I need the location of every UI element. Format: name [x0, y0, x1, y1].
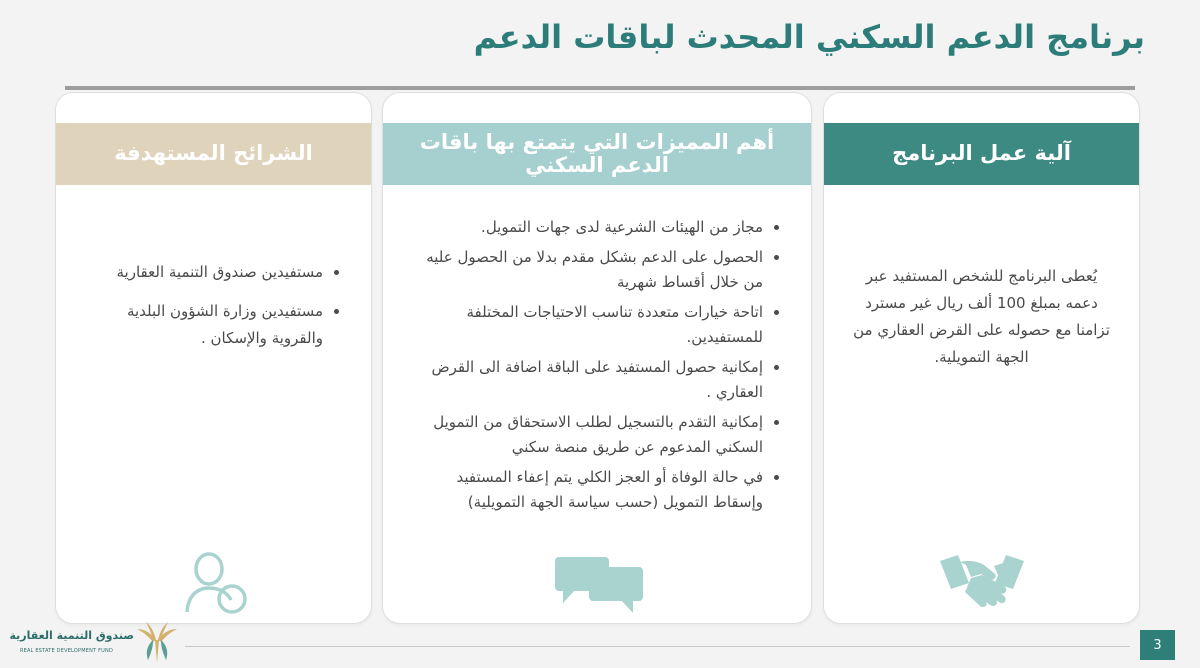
list-item: • إمكانية حصول المستفيد على الباقة اضافة الى القرض العقاري . [417, 355, 763, 406]
chat-icon [553, 555, 647, 615]
target-segments-card [55, 92, 372, 624]
mechanism-description: يُعطى البرنامج للشخص المستفيد عبر دعمه بمبلغ 100 ألف ريال غير مسترد تزامنا مع حصوله على القرض العقاري من الجهة التمويلية. [853, 267, 1110, 366]
real-estate-fund-logo [9, 620, 180, 664]
logo-english-text: REAL ESTATE DEVELOPMENT FUND [20, 648, 113, 654]
features-card [382, 92, 812, 624]
list-item: • اتاحة خيارات متعددة تناسب الاحتياجات المختلفة للمستفيدين. [417, 300, 763, 351]
page-number: 3 [1140, 630, 1175, 660]
title-divider [65, 86, 1135, 90]
mechanism-header: آلية عمل البرنامج [824, 123, 1139, 185]
person-icon [182, 551, 248, 615]
list-item: • مستفيدين وزارة الشؤون البلدية والقروية والإسكان . [80, 298, 323, 352]
list-item: • مجاز من الهيئات الشرعية لدى جهات التمويل. [417, 215, 763, 241]
features-header: أهم المميزات التي يتمتع بها باقات الدعم السكني [383, 123, 811, 185]
logo-arabic-text: صندوق التنمية العقارية [9, 629, 134, 642]
list-item: • الحصول على الدعم بشكل مقدم بدلا من الحصول عليه من خلال أقساط شهرية [417, 245, 763, 296]
list-item: • في حالة الوفاة أو العجز الكلي يتم إعفاء المستفيد وإسقاط التمويل (حسب سياسة الجهة التمويلية) [417, 465, 763, 516]
palm-logo-icon [136, 620, 178, 664]
footer-divider [185, 646, 1130, 647]
target-segments-list [80, 259, 345, 364]
handshake-icon [934, 553, 1030, 611]
mechanism-card [823, 92, 1140, 624]
features-list [417, 215, 785, 520]
target-segments-header: الشرائح المستهدفة [56, 123, 371, 185]
page-title: برنامج الدعم السكني المحدث لباقات الدعم [473, 18, 1145, 56]
list-item: • مستفيدين صندوق التنمية العقارية [80, 259, 323, 286]
list-item: • إمكانية التقدم بالتسجيل لطلب الاستحقاق من التمويل السكني المدعوم عن طريق منصة سكني [417, 410, 763, 461]
